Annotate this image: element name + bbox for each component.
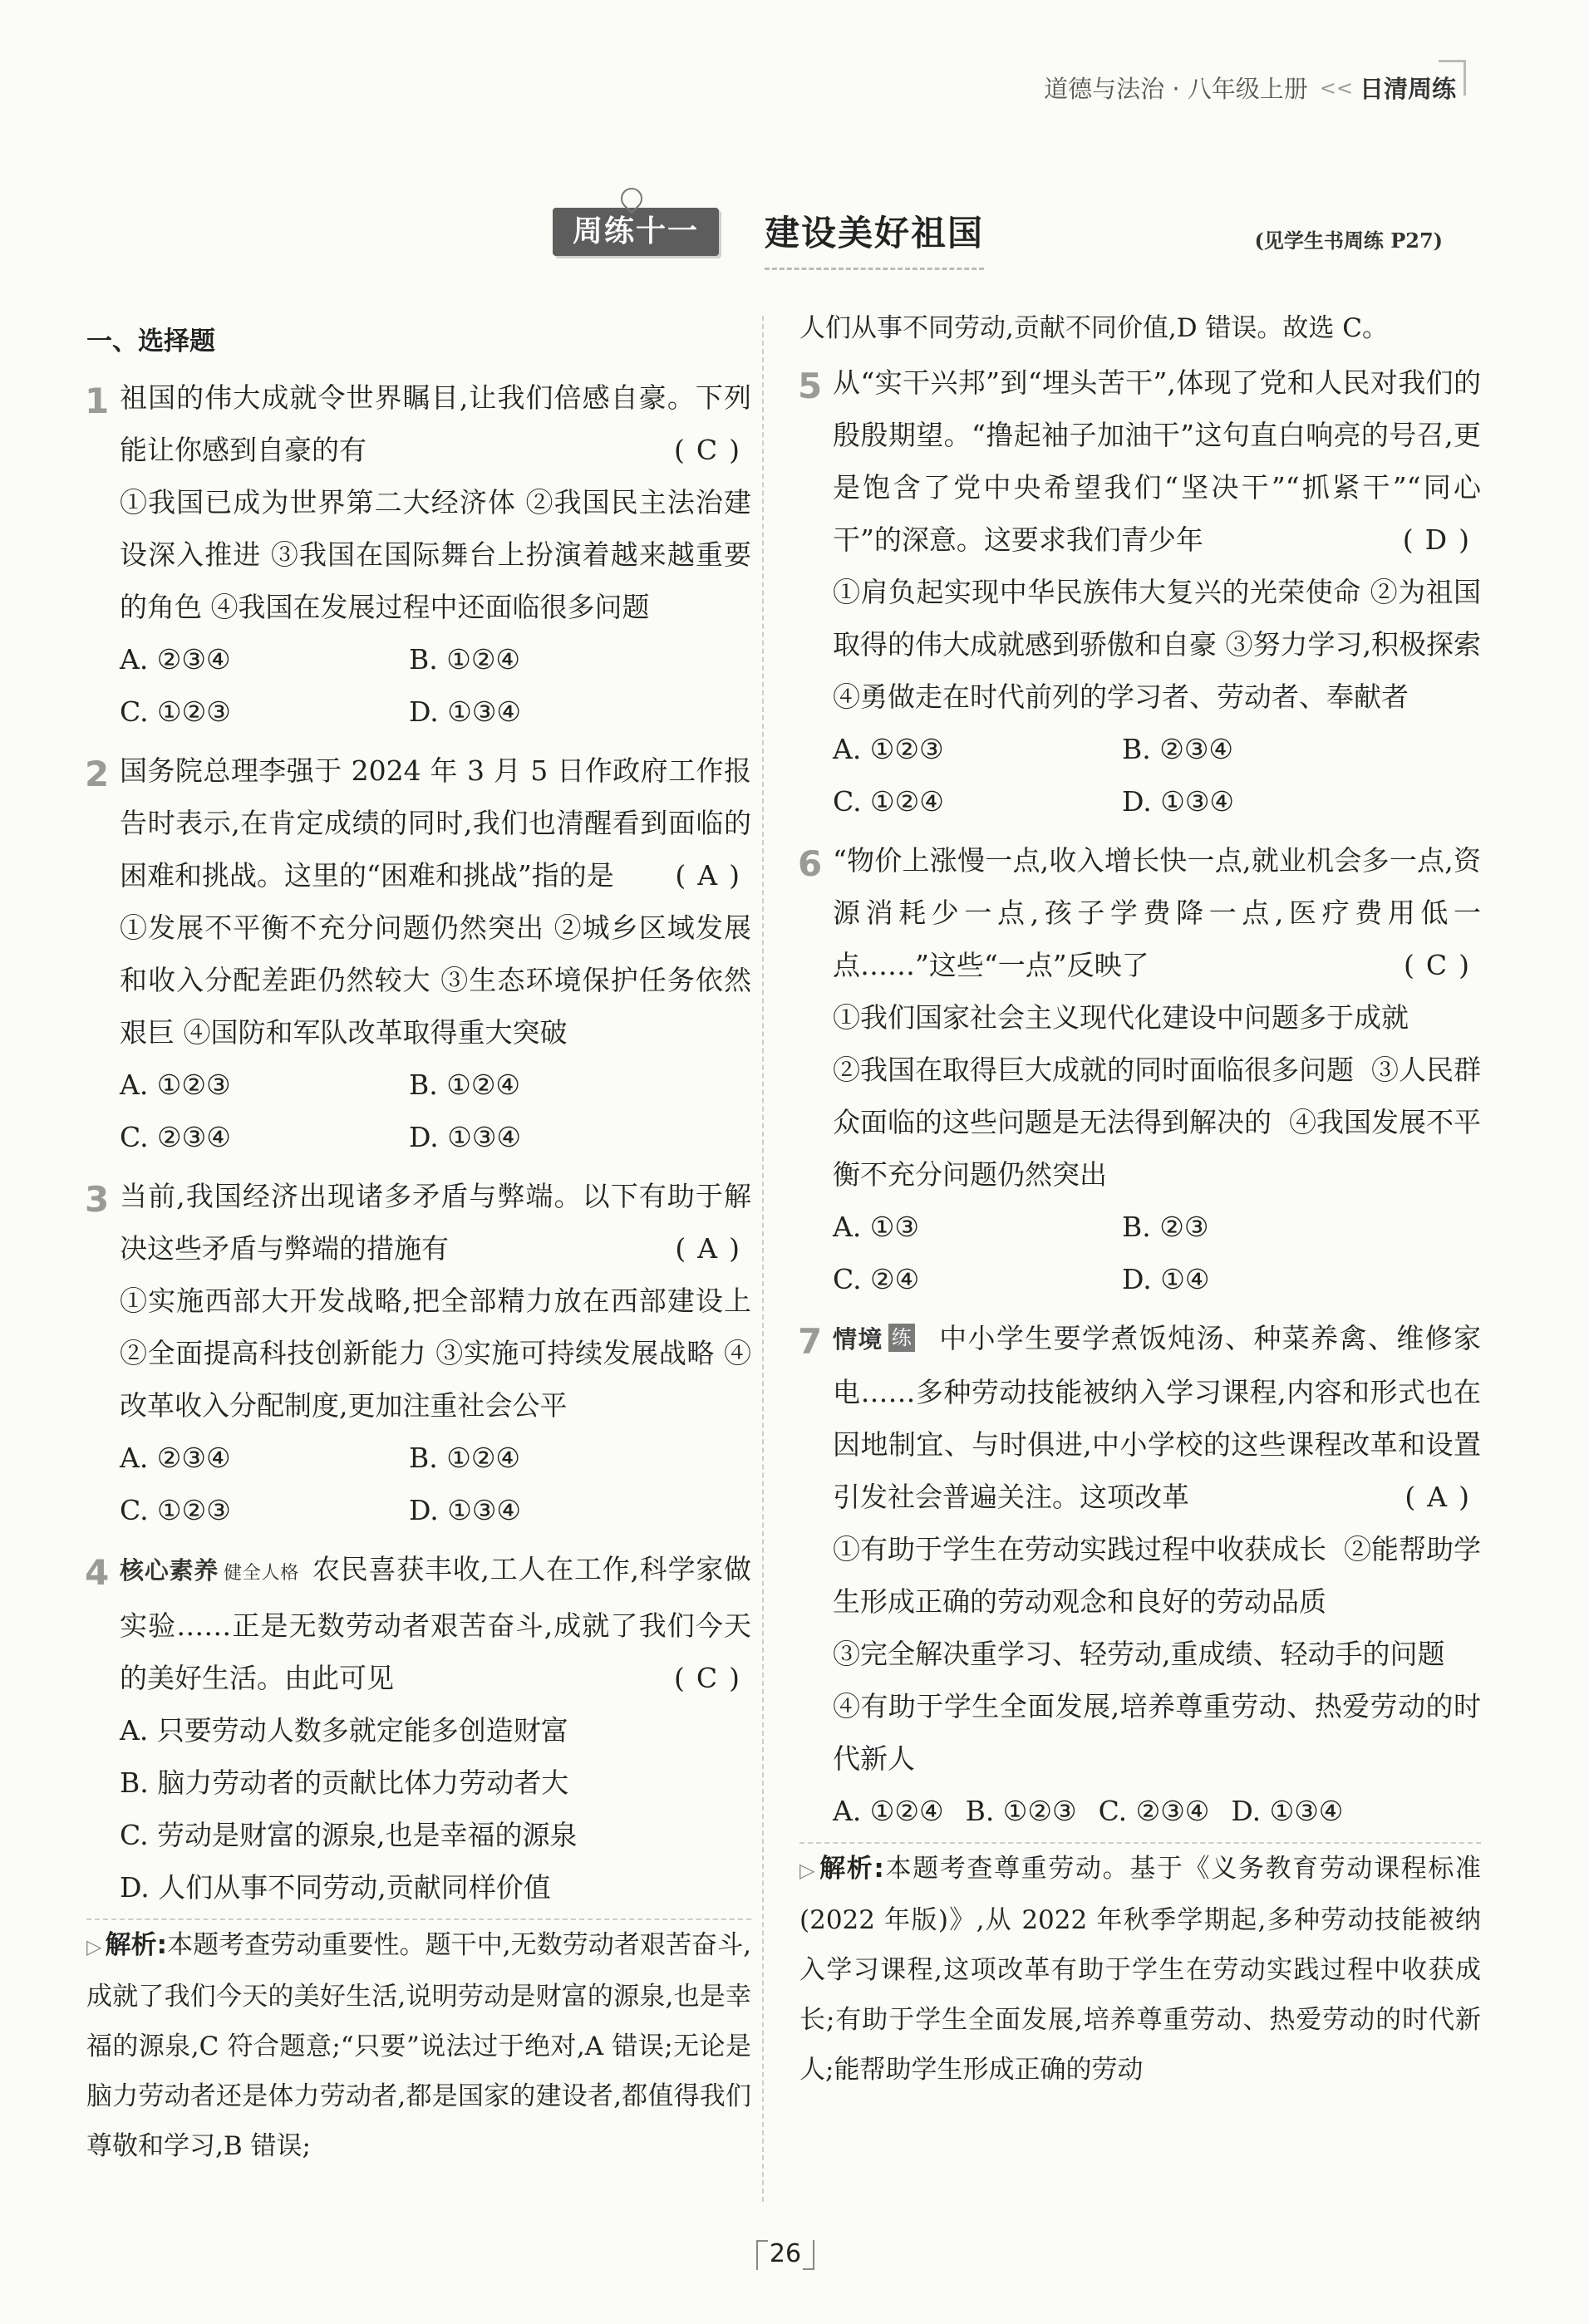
- options-row: [120, 1111, 751, 1163]
- option-c: C. ①②④: [833, 785, 944, 818]
- page-number: 26: [756, 2235, 814, 2273]
- question-4: [86, 1543, 751, 1914]
- options-row: [120, 1059, 751, 1111]
- option-d: D. ①③④: [409, 1494, 522, 1526]
- analysis-label: 解析:: [818, 1854, 884, 1884]
- answer: (A): [1405, 1481, 1481, 1513]
- option-c: C. ①②③: [120, 695, 231, 728]
- question-6: [799, 834, 1481, 1305]
- question-stem: 情境 练 中小学生要学煮饭炖汤、种菜养禽、维修家电……多种劳动技能被纳入学习课程,内容和形式也在因地制宜、与时俱进,中小学校的这些课程改革和设置引发社会普遍关注。这项改革 (A): [833, 1312, 1481, 1523]
- week-badge: 周练十一: [553, 208, 719, 256]
- option-b: B. ①②④: [409, 643, 520, 676]
- question-stem: “物价上涨慢一点,收入增长快一点,就业机会多一点,资源消耗少一点,孩子学费降一点,医疗费用低一点……”这些“一点”反映了 (C): [833, 834, 1481, 991]
- options-row: [833, 1201, 1481, 1253]
- option-c: C. ②③④: [120, 1121, 231, 1153]
- option-c: C. ①②③: [120, 1494, 231, 1526]
- section-heading: 一、选择题: [86, 327, 215, 356]
- question-statements: ①我们国家社会主义现代化建设中问题多于成就 ②我国在取得巨大成就的同时面临很多问题 ③人民群众面临的这些问题是无法得到解决的 ④我国发展不平衡不充分问题仍然突出: [833, 1001, 1481, 1191]
- right-column: [799, 303, 1481, 2095]
- header-arrows: <<: [1319, 76, 1353, 100]
- play-triangle-icon: ▷: [86, 1935, 102, 1958]
- options-row: [833, 1253, 1481, 1305]
- analysis-q4-continued: 人们从事不同劳动,贡献不同价值,D 错误。故选 C。: [799, 313, 1388, 343]
- option-d: D. ①④: [1122, 1263, 1210, 1295]
- answer: (C): [1404, 949, 1481, 981]
- option-d: D. ①③④: [1122, 785, 1235, 818]
- question-stem: 当前,我国经济出现诸多矛盾与弊端。以下有助于解决这些矛盾与弊端的措施有 (A): [120, 1170, 751, 1275]
- option-a: A. ②③④: [120, 1442, 231, 1474]
- answer: (D): [1402, 523, 1481, 556]
- question-number: 5: [798, 366, 823, 406]
- personality-tag: 健全人格: [224, 1563, 299, 1584]
- core-literacy-tag: 核心素养: [120, 1556, 219, 1585]
- option-b: B. ①②③: [965, 1795, 1077, 1827]
- answer: (C): [674, 434, 751, 466]
- question-statements: ①肩负起实现中华民族伟大复兴的光荣使命 ②为祖国取得的伟大成就感到骄傲和自豪 ③努力学习,积极探索 ④勇做走在时代前列的学习者、劳动者、奉献者: [833, 576, 1481, 713]
- question-number: 1: [85, 381, 110, 421]
- option-a: A. ①③: [833, 1211, 919, 1243]
- left-column: [86, 316, 751, 2171]
- practice-tag: 练: [888, 1324, 915, 1352]
- options-row: [833, 775, 1481, 828]
- column-divider: [762, 316, 764, 2202]
- question-statements: ①我国已成为世界第二大经济体 ②我国民主法治建设深入推进 ③我国在国际舞台上扮演着越来越重要的角色 ④我国在发展过程中还面临很多问题: [120, 486, 751, 623]
- question-1: [86, 371, 751, 738]
- options-row: [120, 1432, 751, 1484]
- page-header: [1044, 71, 1456, 105]
- question-7: [799, 1312, 1481, 1837]
- page-title: 建设美好祖国: [765, 206, 984, 270]
- options-row: [120, 1484, 751, 1536]
- question-number: 3: [85, 1179, 110, 1220]
- question-stem: 核心素养 健全人格 农民喜获丰收,工人在工作,科学家做实验……正是无数劳动者艰苦奋斗,成就了我们今天的美好生活。由此可见 (C): [120, 1543, 751, 1704]
- option-d: D. ①③④: [409, 695, 522, 728]
- question-stem: 国务院总理李强于 2024 年 3 月 5 日作政府工作报告时表示,在肯定成绩的同时,我们也清醒看到面临的困难和挑战。这里的“困难和挑战”指的是 (A): [120, 744, 751, 902]
- answer: (A): [675, 859, 751, 892]
- option-d: D. ①③④: [409, 1121, 522, 1153]
- option-b: B. ②③: [1122, 1211, 1209, 1243]
- question-stem: 祖国的伟大成就令世界瞩目,让我们倍感自豪。下列能让你感到自豪的有 (C): [120, 371, 751, 476]
- option-a: A. ①②④: [833, 1795, 944, 1827]
- analysis-label: 解析:: [105, 1930, 168, 1960]
- analysis-text: 本题考查劳动重要性。题干中,无数劳动者艰苦奋斗,成就了我们今天的美好生活,说明劳动是财富的源泉,也是幸福的源泉,C 符合题意;“只要”说法过于绝对,A 错误;无论是脑力劳动者还是体力劳动者,都是国家的建设者,都值得我们尊敬和学习,B 错误;: [86, 1930, 751, 2161]
- option-c: C. ②③④: [1098, 1795, 1210, 1827]
- header-series: 日清周练: [1359, 75, 1456, 103]
- options-row: [833, 723, 1481, 775]
- options-row: [833, 1785, 1481, 1837]
- question-2: [86, 744, 751, 1163]
- option-a: A. 只要劳动人数多就定能多创造财富: [120, 1714, 568, 1747]
- answer: (C): [674, 1662, 751, 1694]
- question-number: 4: [85, 1552, 110, 1593]
- option-d: D. 人们从事不同劳动,贡献同样价值: [120, 1871, 551, 1904]
- option-a: A. ②③④: [120, 643, 231, 676]
- question-3: [86, 1170, 751, 1536]
- analysis-text: 本题考查尊重劳动。基于《义务教育劳动课程标准(2022 年版)》,从 2022 年秋季学期起,多种劳动技能被纳入学习课程,这项改革有助于学生在劳动实践过程中收获成长;有助于学生全面发展,培养尊重劳动、热爱劳动的时代新人;能帮助学生形成正确的劳动: [799, 1854, 1482, 2085]
- options-row: [120, 685, 751, 738]
- option-b: B. ②③④: [1122, 733, 1233, 765]
- option-c: C. 劳动是财富的源泉,也是幸福的源泉: [120, 1819, 578, 1851]
- play-triangle-icon: ▷: [799, 1859, 815, 1882]
- answer: (A): [675, 1232, 751, 1265]
- option-a: A. ①②③: [833, 733, 944, 765]
- option-a: A. ①②③: [120, 1069, 231, 1101]
- analysis-q4: [86, 1919, 751, 2171]
- options-row: [120, 633, 751, 685]
- header-subject: 道德与法治 · 八年级上册: [1044, 75, 1308, 103]
- analysis-q7: [799, 1842, 1481, 2095]
- question-statements: ①实施西部大开发战略,把全部精力放在西部建设上 ②全面提高科技创新能力 ③实施可持续发展战略 ④改革收入分配制度,更加注重社会公平: [120, 1285, 751, 1422]
- option-b: B. 脑力劳动者的贡献比体力劳动者大: [120, 1766, 569, 1799]
- question-statements: ①有助于学生在劳动实践过程中收获成长 ②能帮助学生形成正确的劳动观念和良好的劳动品质 ③完全解决重学习、轻劳动,重成绩、轻动手的问题 ④有助于学生全面发展,培养尊重劳动、热爱劳动的时代新人: [833, 1533, 1481, 1775]
- question-5: [799, 356, 1481, 828]
- option-c: C. ②④: [833, 1263, 920, 1295]
- question-number: 7: [798, 1321, 823, 1362]
- question-statements: ①发展不平衡不充分问题仍然突出 ②城乡区域发展和收入分配差距仍然较大 ③生态环境保护任务依然艰巨 ④国防和军队改革取得重大突破: [120, 911, 751, 1049]
- scenario-tag: 情境: [833, 1325, 883, 1354]
- option-b: B. ①②④: [409, 1442, 520, 1474]
- question-stem: 从“实干兴邦”到“埋头苦干”,体现了党和人民对我们的殷殷期望。“撸起袖子加油干”这句直白响亮的号召,更是饱含了党中央希望我们“坚决干”“抓紧干”“同心干”的深意。这要求我们青少年 (D): [833, 356, 1481, 566]
- title-row: [0, 199, 1589, 266]
- option-b: B. ①②④: [409, 1069, 520, 1101]
- reference-note: (见学生书周练 P27): [1254, 228, 1443, 253]
- question-number: 6: [798, 843, 823, 884]
- question-number: 2: [85, 754, 110, 794]
- option-d: D. ①③④: [1231, 1795, 1344, 1827]
